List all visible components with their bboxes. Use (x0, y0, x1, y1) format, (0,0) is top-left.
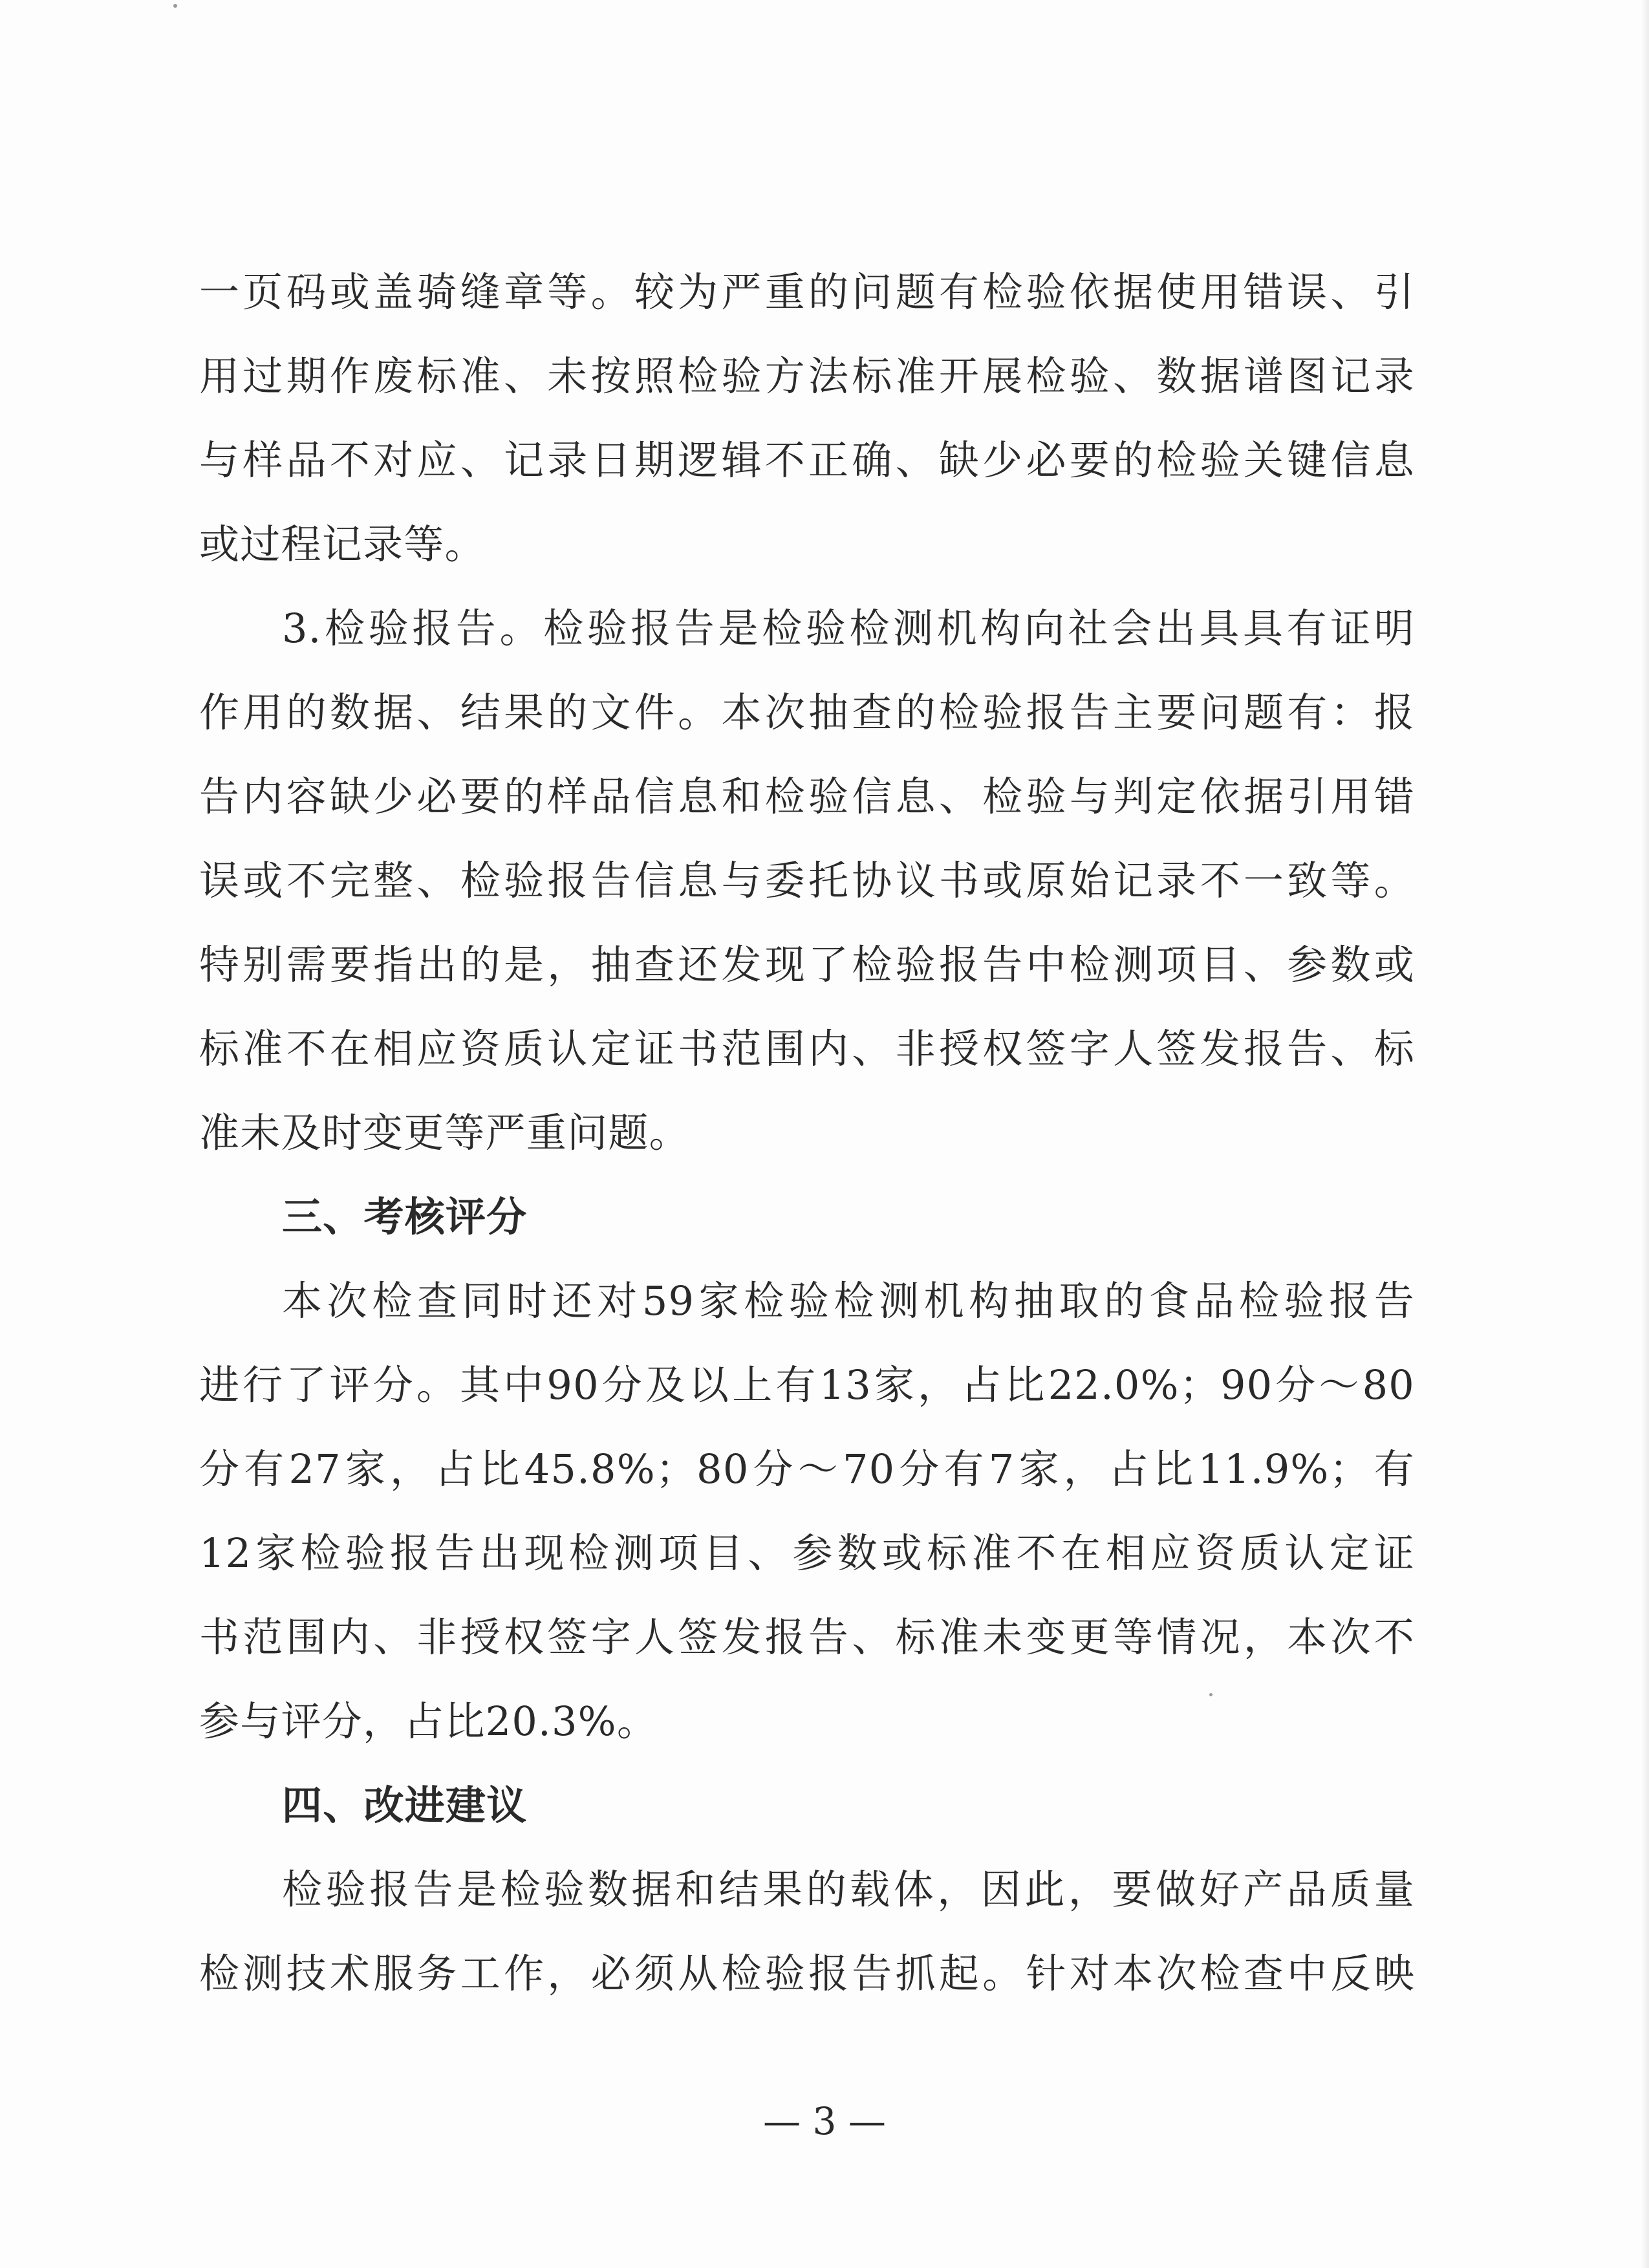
paragraph-line: 标准不在相应资质认定证书范围内、非授权签字人签发报告、标 (199, 1025, 1415, 1072)
paragraph-line: 参与评分，占比20.3%。 (199, 1698, 658, 1745)
paragraph-line: 一页码或盖骑缝章等。较为严重的问题有检验依据使用错误、引 (199, 268, 1415, 316)
paragraph-line: 12家检验报告出现检测项目、参数或标准不在相应资质认定证 (199, 1529, 1415, 1577)
paragraph-line: 误或不完整、检验报告信息与委托协议书或原始记录不一致等。 (199, 857, 1415, 904)
paragraph-line: 本次检查同时还对59家检验检测机构抽取的食品检验报告 (282, 1277, 1415, 1324)
scan-speck (173, 4, 177, 8)
paragraph-line: 用过期作废标准、未按照检验方法标准开展检验、数据谱图记录 (199, 352, 1415, 400)
body-text (199, 250, 1415, 2016)
paragraph-line: 作用的数据、结果的文件。本次抽查的检验报告主要问题有：报 (199, 689, 1415, 736)
scan-edge-shadow (1640, 0, 1649, 2268)
paragraph-line: 告内容缺少必要的样品信息和检验信息、检验与判定依据引用错 (199, 773, 1415, 820)
paragraph-line: 分有27家，占比45.8%；80分～70分有7家，占比11.9%；有 (199, 1445, 1415, 1493)
paragraph-line: 3.检验报告。检验报告是检验检测机构向社会出具具有证明 (282, 605, 1415, 652)
paragraph-line: 或过程记录等。 (199, 521, 486, 568)
paragraph-line: 检验报告是检验数据和结果的载体，因此，要做好产品质量 (282, 1866, 1415, 1913)
paragraph-line: 与样品不对应、记录日期逻辑不正确、缺少必要的检验关键信息 (199, 437, 1415, 484)
page-number: — 3 — (763, 2099, 886, 2143)
section-heading: 三、考核评分 (282, 1193, 528, 1240)
paragraph-line: 书范围内、非授权签字人签发报告、标准未变更等情况，本次不 (199, 1614, 1415, 1661)
paragraph-line: 进行了评分。其中90分及以上有13家，占比22.0%；90分～80 (199, 1361, 1415, 1409)
paragraph-line: 准未及时变更等严重问题。 (199, 1109, 690, 1156)
paragraph-line: 特别需要指出的是，抽查还发现了检验报告中检测项目、参数或 (199, 941, 1415, 988)
section-heading: 四、改进建议 (282, 1782, 528, 1829)
paragraph-line: 检测技术服务工作，必须从检验报告抓起。针对本次检查中反映 (199, 1950, 1415, 1997)
